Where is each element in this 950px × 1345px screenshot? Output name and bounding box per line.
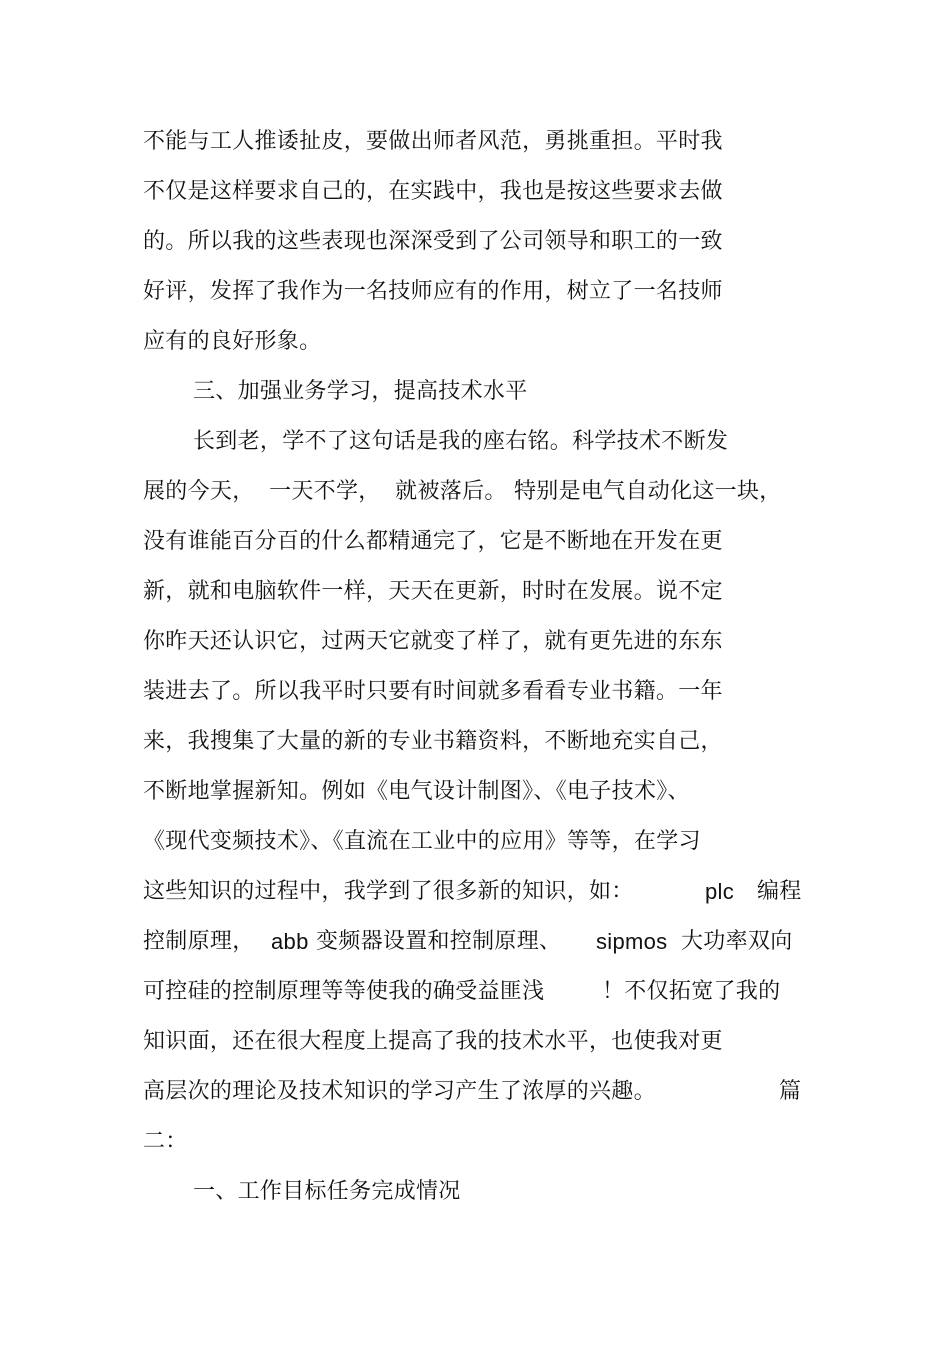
text-line: 的。所以我的这些表现也深深受到了公司领导和职工的一致 [143,229,723,254]
text-fragment: 篇 [779,1079,802,1104]
text-fragment: 大功率双向 [681,929,793,954]
term-plc: plc [705,879,735,904]
text-fragment: ！不仅拓宽了我的 [602,979,781,1004]
text-line: 没有谁能百分百的什么都精通完了，它是不断地在开发在更 [143,529,723,554]
term-sipmos: sipmos [596,929,668,954]
text-line: 应有的良好形象。 [143,329,322,354]
text-line: 长到老，学不了这句话是我的座右铭。科学技术不断发 [193,429,729,454]
text-fragment: 可控硅的控制原理等等使我的确受益匪浅 [143,979,545,1004]
text-line: 高层次的理论及技术知识的学习产生了浓厚的兴趣。 [143,1079,656,1104]
text-line: 这些知识的过程中，我学到了很多新的知识，如： [143,879,634,904]
section-heading: 一、工作目标任务完成情况 [193,1179,461,1204]
text-line: 《现代变频技术》、《直流在工业中的应用》等等，在学习 [143,829,701,854]
text-line: 展的今天， 一天不学， 就被落后。 特别是电气自动化这一块， [143,479,782,504]
text-line: 不能与工人推诿扯皮，要做出师者风范，勇挑重担。平时我 [143,129,723,154]
text-fragment: 编程 [757,879,802,904]
section-heading: 三、加强业务学习，提高技术水平 [193,379,528,404]
text-fragment: 控制原理， [143,929,255,954]
text-line: 装进去了。所以我平时只要有时间就多看看专业书籍。一年 [143,679,723,704]
text-line: 好评，发挥了我作为一名技师应有的作用，树立了一名技师 [143,279,723,304]
text-line: 二： [143,1129,188,1154]
text-line: 你昨天还认识它，过两天它就变了样了，就有更先进的东东 [143,629,723,654]
term-abb: abb [271,929,309,954]
text-line: 不断地掌握新知。例如《电气设计制图》、《电子技术》、 [143,779,690,804]
text-line: 知识面，还在很大程度上提高了我的技术水平，也使我对更 [143,1029,723,1054]
text-line: 来，我搜集了大量的新的专业书籍资料，不断地充实自己， [143,729,723,754]
text-line: 新，就和电脑软件一样，天天在更新，时时在发展。说不定 [143,579,723,604]
text-line: 不仅是这样要求自己的，在实践中，我也是按这些要求去做 [143,179,723,204]
text-fragment: 变频器设置和控制原理、 [316,929,562,954]
